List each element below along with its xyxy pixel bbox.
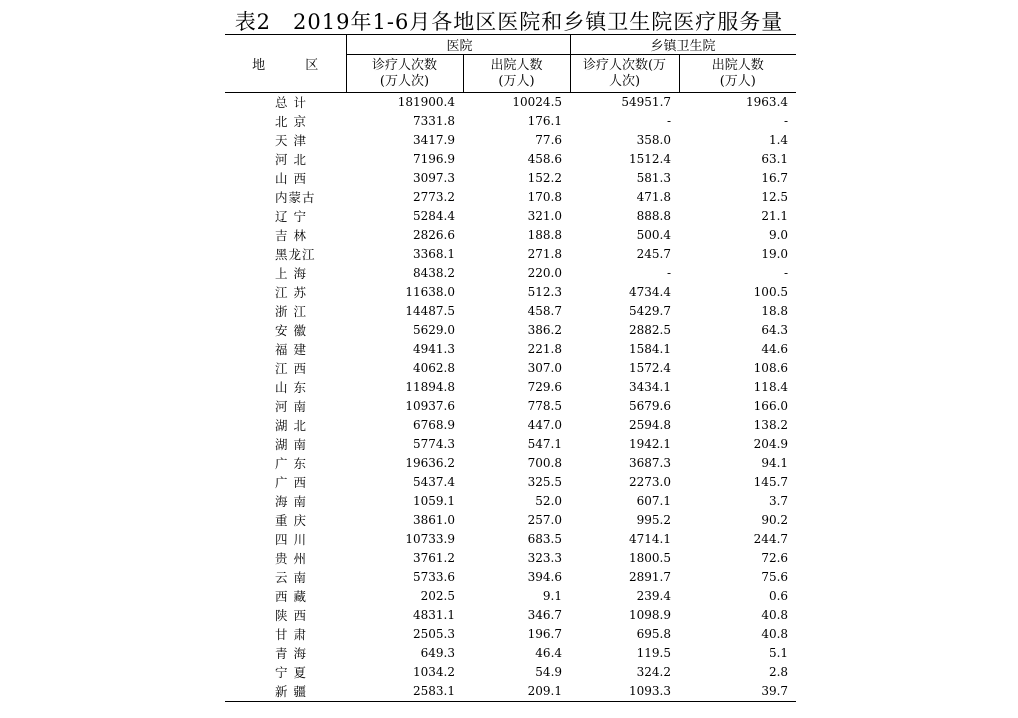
township-visits-cell: 1800.5 — [629, 551, 672, 565]
hospital-visits-cell: 4831.1 — [413, 608, 455, 622]
township-visits-cell: 4714.1 — [629, 532, 672, 546]
region-cell: 青 海 — [275, 646, 307, 661]
region-cell: 甘 肃 — [275, 627, 307, 642]
hospital-group-header: 医院 — [346, 35, 570, 55]
table-row — [225, 131, 796, 150]
hospital-discharge-cell: 188.8 — [527, 228, 563, 242]
hospital-discharge-cell: 458.7 — [527, 304, 563, 318]
table-row — [225, 207, 796, 226]
hospital-discharge-cell: 152.2 — [527, 171, 563, 185]
hospital-discharge-cell: 52.0 — [535, 494, 563, 508]
township-discharge-cell: 39.7 — [679, 682, 796, 702]
table-row — [225, 226, 796, 245]
township-visits-cell: 1942.1 — [629, 437, 672, 451]
hospital-discharge-cell: 9.1 — [542, 589, 563, 603]
hospital-visits-cell: 11638.0 — [405, 285, 455, 299]
hospital-discharge-cell: 257.0 — [527, 513, 563, 527]
hospital-visits-cell: 3097.3 — [413, 171, 455, 185]
hospital-visits-cell: 4941.3 — [413, 342, 455, 356]
hospital-visits-header: 诊疗人次数 (万人次) — [346, 55, 463, 93]
hospital-discharge-cell: 46.4 — [535, 646, 563, 660]
hospital-discharge-cell: 170.8 — [527, 190, 563, 204]
region-cell: 湖 北 — [275, 418, 307, 433]
township-discharge-cell: 40.8 — [761, 608, 789, 622]
township-visits-cell: 581.3 — [636, 171, 672, 185]
hospital-visits-cell: 4062.8 — [413, 361, 455, 375]
township-discharge-cell: 19.0 — [761, 247, 789, 261]
table-row — [225, 302, 796, 321]
township-discharge-cell: 72.6 — [761, 551, 789, 565]
township-discharge-cell: 63.1 — [761, 152, 789, 166]
township-discharge-cell: 1963.4 — [746, 95, 789, 109]
township-visits-cell: 5429.7 — [629, 304, 672, 318]
hospital-discharge-cell: 77.6 — [535, 133, 563, 147]
hospital-discharge-cell: 700.8 — [527, 456, 563, 470]
township-visits-cell: 2891.7 — [629, 570, 672, 584]
township-discharge-cell: 166.0 — [753, 399, 789, 413]
hospital-visits-cell: 5284.4 — [413, 209, 455, 223]
hospital-discharge-cell: 307.0 — [527, 361, 563, 375]
township-discharge-cell: 145.7 — [753, 475, 789, 489]
region-cell: 河 北 — [275, 152, 307, 167]
hospital-visits-cell: 11894.8 — [405, 380, 455, 394]
township-visits-cell: 995.2 — [636, 513, 672, 527]
region-cell: 广 东 — [275, 456, 307, 471]
hospital-visits-cell: 19636.2 — [405, 456, 455, 470]
township-discharge-cell: 75.6 — [761, 570, 789, 584]
table-row — [225, 492, 796, 511]
township-visits-cell: 119.5 — [636, 646, 672, 660]
table-row — [225, 378, 796, 397]
table-row — [225, 264, 796, 283]
hospital-discharge-cell: 386.2 — [527, 323, 563, 337]
hospital-visits-cell: 2583.1 — [346, 682, 463, 702]
region-cell: 辽 宁 — [275, 209, 307, 224]
table-row — [225, 454, 796, 473]
hospital-visits-cell: 6768.9 — [413, 418, 455, 432]
region-cell: 安 徽 — [275, 323, 307, 338]
hospital-discharge-cell: 325.5 — [527, 475, 563, 489]
township-visits-cell: 2273.0 — [629, 475, 672, 489]
region-cell: 吉 林 — [275, 228, 307, 243]
township-discharge-cell: 16.7 — [761, 171, 789, 185]
region-cell: 西 藏 — [275, 589, 307, 604]
hospital-visits-cell: 202.5 — [420, 589, 455, 603]
township-visits-header: 诊疗人次数(万 人次) — [570, 55, 679, 93]
hospital-discharge-cell: 221.8 — [527, 342, 563, 356]
region-cell: 浙 江 — [275, 304, 307, 319]
township-visits-cell: 500.4 — [636, 228, 672, 242]
region-cell: 广 西 — [275, 475, 307, 490]
hospital-visits-cell: 3368.1 — [413, 247, 455, 261]
region-cell: 山 东 — [275, 380, 307, 395]
table-row — [225, 112, 796, 131]
region-cell: 山 西 — [275, 171, 307, 186]
region-cell: 北 京 — [275, 114, 307, 129]
region-cell: 上 海 — [275, 266, 307, 281]
hospital-discharge-cell: 683.5 — [527, 532, 563, 546]
hospital-discharge-cell: 10024.5 — [512, 95, 563, 109]
township-visits-cell: 1584.1 — [629, 342, 672, 356]
township-discharge-cell: 204.9 — [753, 437, 789, 451]
table-row — [225, 644, 796, 663]
table-row — [225, 682, 796, 702]
township-discharge-cell: 138.2 — [753, 418, 789, 432]
hospital-visits-cell: 649.3 — [420, 646, 455, 660]
hospital-discharge-cell: 778.5 — [527, 399, 563, 413]
township-discharge-cell: 0.6 — [768, 589, 789, 603]
table-row — [225, 169, 796, 188]
table-row — [225, 530, 796, 549]
township-discharge-cell: 40.8 — [761, 627, 789, 641]
region-cell: 贵 州 — [275, 551, 307, 566]
township-visits-cell: 1512.4 — [629, 152, 672, 166]
hospital-visits-cell: 8438.2 — [413, 266, 455, 280]
hospital-visits-cell: 7331.8 — [413, 114, 455, 128]
region-cell: 陕 西 — [275, 608, 307, 623]
hospital-visits-cell: 5774.3 — [413, 437, 455, 451]
hospital-discharge-cell: 458.6 — [527, 152, 563, 166]
region-cell: 天 津 — [275, 133, 307, 148]
region-cell: 总 计 — [275, 95, 307, 110]
region-cell: 新 疆 — [225, 682, 346, 702]
table-row — [225, 245, 796, 264]
hospital-discharge-cell: 209.1 — [463, 682, 570, 702]
table-title: 表2 2019年1-6月各地区医院和乡镇卫生院医疗服务量 — [234, 10, 784, 34]
township-discharge-cell: 100.5 — [753, 285, 789, 299]
township-discharge-cell: - — [783, 114, 789, 128]
hospital-visits-cell: 5437.4 — [413, 475, 455, 489]
township-visits-cell: 695.8 — [636, 627, 672, 641]
hospital-visits-cell: 1034.2 — [413, 665, 455, 679]
hospital-visits-cell: 5629.0 — [413, 323, 455, 337]
township-discharge-cell: 244.7 — [753, 532, 789, 546]
region-cell: 湖 南 — [275, 437, 307, 452]
township-discharge-cell: 44.6 — [761, 342, 789, 356]
table-row — [225, 549, 796, 568]
hospital-discharge-cell: 547.1 — [527, 437, 563, 451]
township-visits-cell: 324.2 — [636, 665, 672, 679]
township-visits-cell: 2594.8 — [629, 418, 672, 432]
township-visits-cell: 607.1 — [636, 494, 672, 508]
township-visits-cell: 4734.4 — [629, 285, 672, 299]
hospital-discharge-cell: 512.3 — [527, 285, 563, 299]
township-visits-cell: 54951.7 — [621, 95, 672, 109]
region-cell: 海 南 — [275, 494, 307, 509]
table-row — [225, 663, 796, 682]
region-cell: 黑龙江 — [275, 247, 316, 262]
region-cell: 重 庆 — [275, 513, 307, 528]
hospital-visits-cell: 2773.2 — [413, 190, 455, 204]
hospital-visits-cell: 10937.6 — [405, 399, 455, 413]
table-row — [225, 587, 796, 606]
table-row — [225, 321, 796, 340]
township-visits-cell: 3687.3 — [629, 456, 672, 470]
hospital-discharge-cell: 346.7 — [527, 608, 563, 622]
hospital-visits-cell: 3861.0 — [413, 513, 455, 527]
township-visits-cell: - — [666, 114, 672, 128]
township-visits-cell: 1098.9 — [629, 608, 672, 622]
township-group-header: 乡镇卫生院 — [570, 35, 796, 55]
hospital-discharge-cell: 323.3 — [527, 551, 563, 565]
table-row — [225, 188, 796, 207]
township-discharge-cell: 108.6 — [753, 361, 789, 375]
township-discharge-cell: 118.4 — [753, 380, 789, 394]
region-cell: 江 苏 — [275, 285, 307, 300]
township-visits-cell: 245.7 — [636, 247, 672, 261]
township-discharge-cell: 5.1 — [768, 646, 789, 660]
table-row — [225, 568, 796, 587]
township-discharge-cell: 9.0 — [768, 228, 789, 242]
hospital-visits-cell: 14487.5 — [405, 304, 455, 318]
table-row — [225, 416, 796, 435]
table-row — [225, 150, 796, 169]
region-cell: 福 建 — [275, 342, 307, 357]
township-visits-cell: 2882.5 — [629, 323, 672, 337]
hospital-visits-cell: 3761.2 — [413, 551, 455, 565]
township-visits-cell: 1572.4 — [629, 361, 672, 375]
hospital-visits-cell: 3417.9 — [413, 133, 455, 147]
township-visits-cell: 358.0 — [636, 133, 672, 147]
hospital-discharge-cell: 176.1 — [527, 114, 563, 128]
region-cell: 内蒙古 — [275, 190, 316, 205]
hospital-visits-cell: 1059.1 — [413, 494, 455, 508]
table-row — [225, 397, 796, 416]
table-row — [225, 473, 796, 492]
township-discharge-cell: 12.5 — [761, 190, 789, 204]
table-row — [225, 435, 796, 454]
township-discharge-cell: 64.3 — [761, 323, 789, 337]
township-visits-cell: - — [666, 266, 672, 280]
region-cell: 江 西 — [275, 361, 307, 376]
table-row — [225, 340, 796, 359]
hospital-visits-cell: 2826.6 — [413, 228, 455, 242]
hospital-visits-cell: 5733.6 — [413, 570, 455, 584]
township-discharge-cell: 90.2 — [761, 513, 789, 527]
township-discharge-cell: 3.7 — [768, 494, 789, 508]
hospital-discharge-cell: 729.6 — [527, 380, 563, 394]
region-cell: 云 南 — [275, 570, 307, 585]
table-row — [225, 511, 796, 530]
hospital-visits-cell: 181900.4 — [397, 95, 455, 109]
table-row — [225, 93, 796, 113]
region-cell: 河 南 — [275, 399, 307, 414]
township-discharge-cell: 94.1 — [761, 456, 789, 470]
hospital-discharge-cell: 447.0 — [527, 418, 563, 432]
township-visits-cell: 3434.1 — [629, 380, 672, 394]
region-cell: 四 川 — [275, 532, 307, 547]
table-row — [225, 283, 796, 302]
township-discharge-header: 出院人数 (万人) — [679, 55, 796, 93]
township-discharge-cell: - — [783, 266, 789, 280]
township-visits-cell: 5679.6 — [629, 399, 672, 413]
hospital-discharge-cell: 394.6 — [527, 570, 563, 584]
table-row — [225, 359, 796, 378]
hospital-discharge-cell: 271.8 — [527, 247, 563, 261]
hospital-visits-cell: 2505.3 — [413, 627, 455, 641]
region-cell: 宁 夏 — [275, 665, 307, 680]
township-discharge-cell: 2.8 — [768, 665, 789, 679]
township-discharge-cell: 18.8 — [761, 304, 789, 318]
table-body — [225, 93, 796, 702]
township-visits-cell: 1093.3 — [570, 682, 679, 702]
township-visits-cell: 471.8 — [636, 190, 672, 204]
township-visits-cell: 239.4 — [636, 589, 672, 603]
hospital-visits-cell: 10733.9 — [405, 532, 455, 546]
table-row — [225, 606, 796, 625]
township-visits-cell: 888.8 — [636, 209, 672, 223]
table-header — [225, 35, 796, 93]
township-discharge-cell: 1.4 — [768, 133, 789, 147]
township-discharge-cell: 21.1 — [761, 209, 789, 223]
table-row — [225, 625, 796, 644]
hospital-discharge-cell: 220.0 — [527, 266, 563, 280]
region-column-header: 地 区 — [225, 35, 346, 93]
hospital-discharge-cell: 321.0 — [527, 209, 563, 223]
medical-service-table — [225, 34, 796, 702]
hospital-discharge-cell: 54.9 — [535, 665, 563, 679]
hospital-visits-cell: 7196.9 — [413, 152, 455, 166]
hospital-discharge-header: 出院人数 (万人) — [463, 55, 570, 93]
hospital-discharge-cell: 196.7 — [527, 627, 563, 641]
